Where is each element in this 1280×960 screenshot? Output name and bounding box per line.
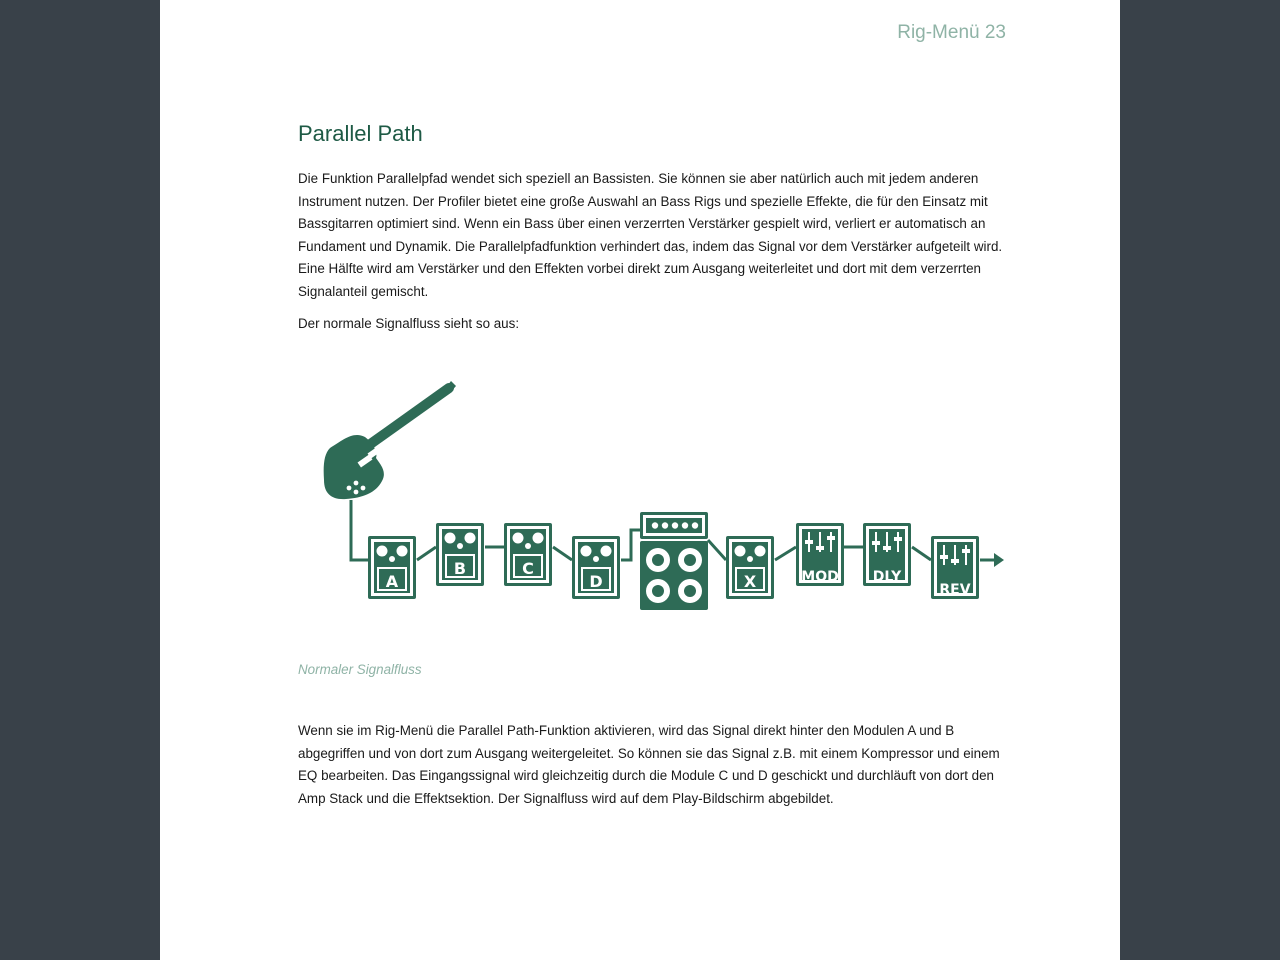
figure-caption: Normaler Signalfluss bbox=[298, 662, 422, 677]
module-mod-label: MOD bbox=[801, 569, 839, 585]
effect-module-rev bbox=[931, 536, 979, 599]
paragraph-signal-flow-intro: Der normale Signalfluss sieht so aus: bbox=[298, 316, 520, 331]
effect-module-dly bbox=[863, 523, 911, 586]
document-page bbox=[160, 0, 1120, 960]
pedal-module-b bbox=[436, 523, 484, 586]
effect-module-mod bbox=[796, 523, 844, 586]
module-d-label: D bbox=[589, 572, 603, 591]
paragraph-parallel-path: Wenn sie im Rig-Menü die Parallel Path-Funktion aktivieren, wird das Signal direkt hinter den Modulen A und B abgegriffen und von dort zum Ausgang weitergeleitet. So können sie das Signal z.B. mit einem Kompressor und einem EQ bearbeiten. Das Eingangssignal wird gleichzeitig durch die Module C und D geschickt und durchläuft von dort den Amp Stack und die Effektsektion. Der Signalfluss wird auf dem Play-Bildschirm abgebildet. bbox=[298, 723, 1000, 806]
module-a-label: A bbox=[385, 572, 399, 591]
cable-line bbox=[351, 500, 368, 560]
pedal-module-c bbox=[504, 523, 552, 586]
module-b-label: B bbox=[453, 559, 467, 578]
output-arrow-icon bbox=[994, 553, 1004, 567]
module-dly-label: DLY bbox=[872, 569, 902, 585]
section-title: Parallel Path bbox=[298, 121, 423, 146]
module-rev-label: REV bbox=[939, 582, 971, 598]
module-c-label: C bbox=[522, 559, 534, 578]
page-header: Rig-Menü 23 bbox=[897, 22, 1006, 43]
pedal-module-a bbox=[368, 536, 416, 599]
module-x-label: X bbox=[743, 572, 757, 591]
signal-flow-diagram bbox=[160, 0, 1120, 960]
pedal-module-d bbox=[572, 536, 620, 599]
amp-stack-icon bbox=[640, 512, 708, 610]
paragraph-intro: Die Funktion Parallelpfad wendet sich speziell an Bassisten. Sie können sie aber natürlich auch mit jedem anderen Instrument nutzen. Der Profiler bietet eine große Auswahl an Bass Rigs und spezielle Effekte, die für den Einsatz mit Bassgitarren optimiert sind. Wenn ein Bass über einen verzerrten Verstärker gespielt wird, verliert er automatisch an Fundament und Dynamik. Die Parallelpfadfunktion verhindert das, indem das Signal vor dem Verstärker aufgeteilt wird. Eine Hälfte wird am Verstärker und den Effekten vorbei direkt zum Ausgang weiterleitet und dort mit dem verzerrten Signalanteil gemischt. bbox=[298, 171, 1003, 299]
guitar-icon bbox=[324, 381, 456, 499]
pedal-module-x bbox=[726, 536, 774, 599]
